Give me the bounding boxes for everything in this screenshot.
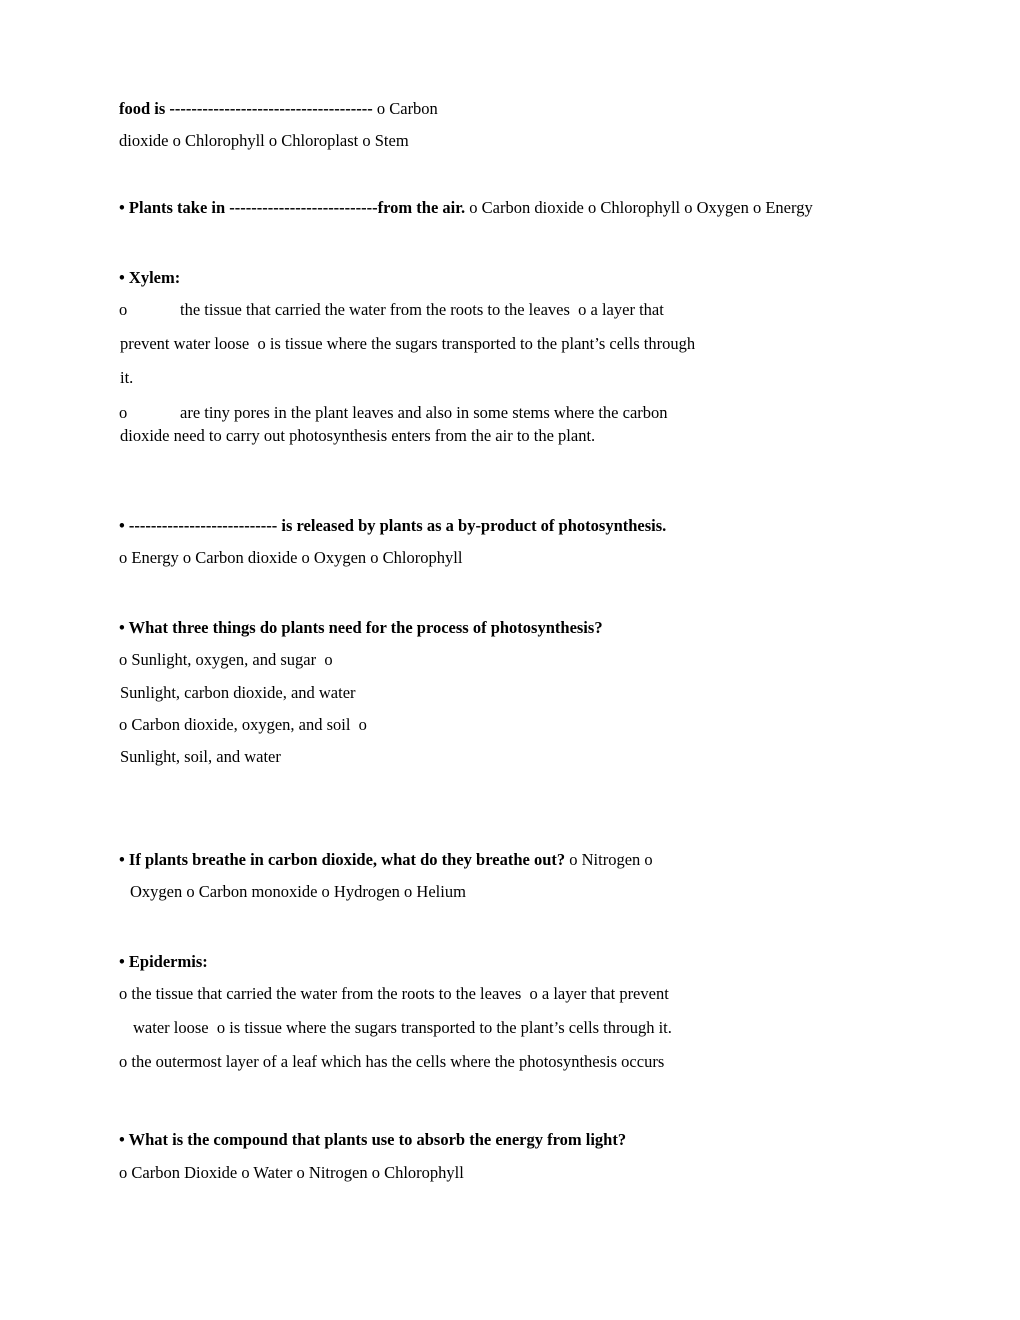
- question-3-option-2-line-2: dioxide need to carry out photosynthesis enters from the air to the plant.: [120, 426, 596, 445]
- question-6-options-line-1: o Nitrogen o: [565, 850, 653, 869]
- question-1-options-line-2: dioxide o Chlorophyll o Chloroplast o Stem: [119, 131, 409, 150]
- question-6-line-1: [119, 850, 653, 870]
- question-4-stem: • --------------------------- is released by plants as a by-product of photosynthesis.: [119, 516, 667, 535]
- question-2-line: [119, 198, 813, 218]
- question-1-line-1: [119, 99, 438, 119]
- question-8-stem: • What is the compound that plants use to absorb the energy from light?: [119, 1130, 627, 1149]
- question-5-options-line-3: o Carbon dioxide, oxygen, and soil o: [119, 715, 367, 734]
- question-7-heading: • Epidermis:: [119, 952, 208, 971]
- question-7-options-line-2: water loose o is tissue where the sugars transported to the plant’s cells through it.: [133, 1018, 672, 1037]
- question-3-option-1-line-1: the tissue that carried the water from the roots to the leaves o a layer that: [180, 300, 664, 319]
- question-7-options-line-1: o the tissue that carried the water from the roots to the leaves o a layer that prevent: [119, 984, 669, 1003]
- question-2-stem: • Plants take in ---------------------------from the air.: [119, 198, 466, 217]
- question-7-options-line-3: o the outermost layer of a leaf which has the cells where the photosynthesis occurs: [119, 1052, 665, 1071]
- question-2-options: o Carbon dioxide o Chlorophyll o Oxygen o Energy: [465, 198, 813, 217]
- question-6-options-line-2: Oxygen o Carbon monoxide o Hydrogen o Helium: [130, 882, 466, 901]
- question-1-options-line-1: o Carbon: [372, 99, 438, 118]
- question-8-options: o Carbon Dioxide o Water o Nitrogen o Chlorophyll: [119, 1163, 464, 1182]
- question-4-options: o Energy o Carbon dioxide o Oxygen o Chlorophyll: [119, 548, 463, 567]
- question-6-stem: • If plants breathe in carbon dioxide, what do they breathe out?: [119, 850, 566, 869]
- question-3-bullet-1: o: [119, 300, 128, 319]
- question-3-option-1-line-2: prevent water loose o is tissue where the sugars transported to the plant’s cells through: [120, 334, 696, 353]
- question-3-bullet-2: o: [119, 403, 128, 422]
- question-5-options-line-2: Sunlight, carbon dioxide, and water: [120, 683, 356, 702]
- question-5-options-line-1: o Sunlight, oxygen, and sugar o: [119, 650, 333, 669]
- question-3-heading: • Xylem:: [119, 268, 181, 287]
- question-1-stem: food is -------------------------------------: [119, 99, 373, 118]
- question-5-options-line-4: Sunlight, soil, and water: [120, 747, 281, 766]
- question-5-stem: • What three things do plants need for the process of photosynthesis?: [119, 618, 603, 637]
- question-3-option-1-line-3: it.: [120, 368, 134, 387]
- question-3-option-2-line-1: are tiny pores in the plant leaves and also in some stems where the carbon: [180, 403, 668, 422]
